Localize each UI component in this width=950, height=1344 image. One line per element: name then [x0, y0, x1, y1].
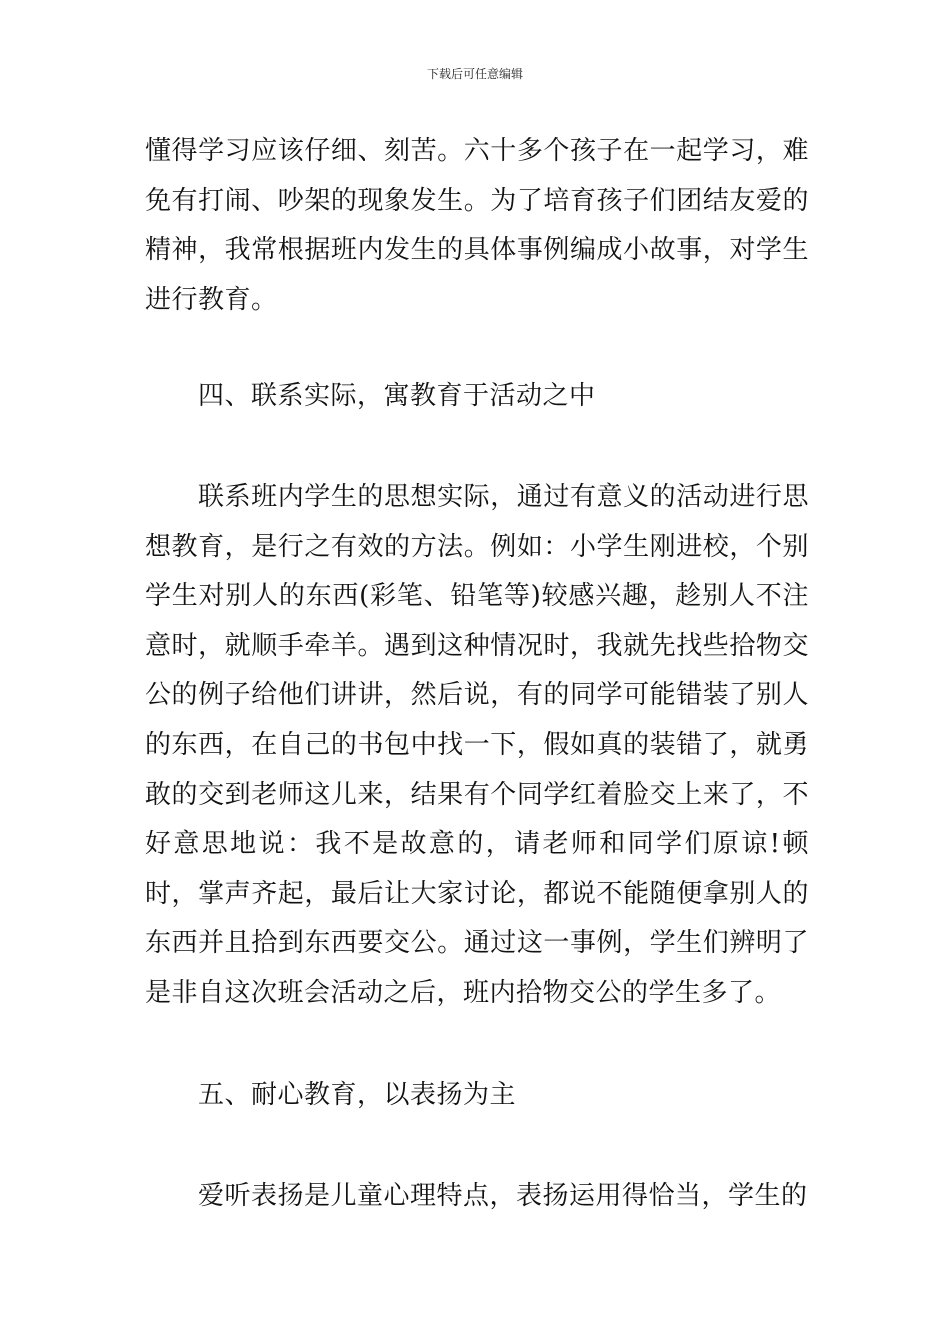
section-4-heading: 四、联系实际，寓教育于活动之中	[198, 381, 596, 411]
paragraph-continued: 懂得学习应该仔细、刻苦。六十多个孩子在一起学习，难免有打闹、吵架的现象发生。为了培育孩子们团结友爱的精神，我常根据班内发生的具体事例编成小故事，对学生进行教育。	[145, 136, 809, 315]
section-5-paragraph: 爱听表扬是儿童心理特点，表扬运用得恰当，学生的	[198, 1181, 808, 1211]
page-header-note: 下载后可任意编辑	[426, 67, 523, 81]
section-4-paragraph: 联系班内学生的思想实际，通过有意义的活动进行思想教育，是行之有效的方法。例如：小学生刚进校，个别学生对别人的东西(彩笔、铅笔等)较感兴趣，趁别人不注意时，就顺手牵羊。遇到这种情况时，我就先找些拾物交公的例子给他们讲讲，然后说，有的同学可能错装了别人的东西，在自己的书包中找一下，假如真的装错了，就勇敢的交到老师这儿来，结果有个同学红着脸交上来了，不好意思地说：我不是故意的，请老师和同学们原谅!顿时，掌声齐起，最后让大家讨论，都说不能随便拿别人的东西并且拾到东西要交公。通过这一事例，学生们辨明了是非自这次班会活动之后，班内拾物交公的学生多了。	[145, 482, 809, 1008]
section-5-heading: 五、耐心教育，以表扬为主	[198, 1080, 517, 1110]
